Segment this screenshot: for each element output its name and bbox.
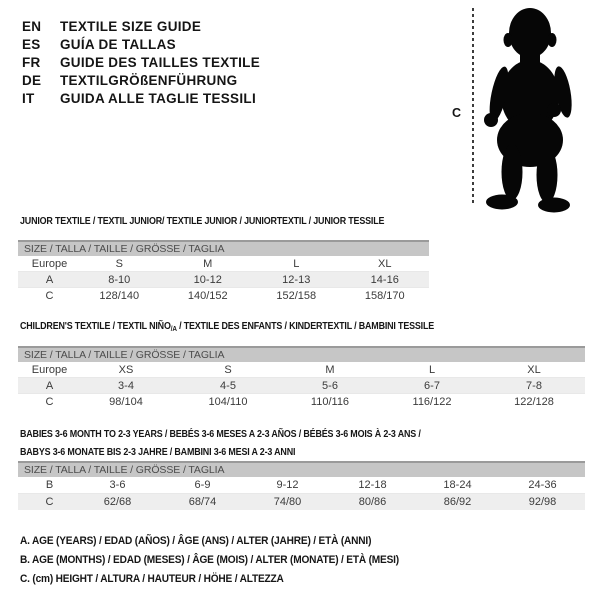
row-label: Europe: [31, 363, 68, 376]
language-row-fr: [22, 53, 260, 71]
size-header-row: [18, 347, 585, 362]
language-row-it: [22, 89, 260, 107]
note-age-years: A. AGE (YEARS) / EDAD (AÑOS) / ÂGE (ANS) / ALTER (JAHRE) / ETÀ (ANNI): [20, 535, 372, 547]
language-code: DE: [22, 72, 42, 88]
note-height-cm: C. (cm) HEIGHT / ALTURA / HAUTEUR / HÖHE / ALTEZZA: [20, 573, 284, 585]
language-row-de: [22, 71, 260, 89]
size-cell: S: [224, 363, 232, 376]
guide-title-en: TEXTILE SIZE GUIDE: [60, 18, 202, 34]
junior-section-title: JUNIOR TEXTILE / TEXTIL JUNIOR/ TEXTILE JUNIOR / JUNIORTEXTIL / JUNIOR TESSILE: [20, 215, 385, 227]
size-header-label: SIZE / TALLA / TAILLE / GRÖSSE / TAGLIA: [18, 241, 429, 256]
row-label: A: [18, 378, 75, 394]
size-cell: 4-5: [177, 378, 279, 394]
size-cell: XL: [378, 257, 392, 270]
size-header-label: SIZE / TALLA / TAILLE / GRÖSSE / TAGLIA: [18, 462, 585, 477]
note-age-months: B. AGE (MONTHS) / EDAD (MESES) / ÂGE (MOIS) / ALTER (MONATE) / ETÀ (MESI): [20, 554, 399, 566]
size-cell: 62/68: [75, 494, 160, 511]
size-cell: 9-12: [276, 479, 299, 491]
guide-title-it: GUIDA ALLE TAGLIE TESSILI: [60, 90, 256, 106]
size-cell: 14-16: [341, 272, 430, 288]
size-cell: 98/104: [75, 394, 177, 410]
table-row-height: [18, 494, 585, 511]
table-row-age: [18, 272, 429, 288]
table-row-height: [18, 288, 429, 304]
size-cell: 18-24: [443, 479, 472, 491]
size-cell: 8-10: [75, 272, 164, 288]
junior-size-table: [18, 240, 429, 303]
size-cell: 12-13: [252, 272, 341, 288]
size-cell: 140/152: [164, 288, 253, 304]
children-title-subscript: /A: [170, 324, 177, 333]
children-title-pre: CHILDREN'S TEXTILE / TEXTIL NIÑO: [20, 320, 171, 332]
language-code: ES: [22, 36, 41, 52]
size-cell: 122/128: [483, 394, 585, 410]
height-measure-dashed-line: [472, 8, 474, 206]
row-label: Europe: [31, 257, 68, 270]
language-title-list: [22, 17, 260, 107]
size-cell: L: [293, 257, 300, 270]
height-measure-label: C: [452, 106, 462, 120]
table-row-age: [18, 378, 585, 394]
babies-title-line1: BABIES 3-6 MONTH TO 2-3 YEARS / BEBÉS 3-6 MESES A 2-3 AÑOS / BÉBÉS 3-6 MOIS À 2-3 ANS /: [20, 428, 421, 440]
row-label: C: [18, 494, 75, 511]
size-cell: 3-4: [75, 378, 177, 394]
size-cell: 6-7: [381, 378, 483, 394]
table-row-europe: [18, 362, 585, 378]
size-cell: M: [203, 257, 213, 270]
size-cell: 104/110: [177, 394, 279, 410]
guide-title-fr: GUIDE DES TAILLES TEXTILE: [60, 54, 261, 70]
language-row-en: [22, 17, 260, 35]
language-code: FR: [22, 54, 41, 70]
babies-size-table: [18, 461, 585, 510]
language-code: EN: [22, 18, 42, 34]
babies-section-title: [20, 426, 421, 461]
size-header-row: [18, 462, 585, 477]
size-cell: 7-8: [483, 378, 585, 394]
size-cell: 68/74: [160, 494, 245, 511]
row-label: C: [18, 394, 75, 410]
legend-notes: [20, 535, 432, 592]
size-header-label: SIZE / TALLA / TAILLE / GRÖSSE / TAGLIA: [18, 347, 585, 362]
size-cell: 10-12: [164, 272, 253, 288]
row-label: B: [45, 479, 54, 491]
table-row-height: [18, 394, 585, 410]
size-cell: 5-6: [279, 378, 381, 394]
row-label: C: [18, 288, 75, 304]
guide-title-es: GUÍA DE TALLAS: [60, 36, 176, 52]
size-cell: 12-18: [358, 479, 387, 491]
size-cell: 3-6: [109, 479, 126, 491]
children-size-table: [18, 346, 585, 409]
language-code: IT: [22, 90, 35, 106]
language-row-es: [22, 35, 260, 53]
size-cell: L: [428, 363, 436, 376]
size-cell: 6-9: [194, 479, 211, 491]
size-cell: XL: [527, 363, 541, 376]
baby-silhouette-icon: [484, 6, 578, 216]
size-cell: 128/140: [75, 288, 164, 304]
size-cell: S: [115, 257, 123, 270]
size-cell: 158/170: [341, 288, 430, 304]
size-cell: 152/158: [252, 288, 341, 304]
size-cell: 80/86: [330, 494, 415, 511]
size-cell: 86/92: [415, 494, 500, 511]
children-title-post: / TEXTILE DES ENFANTS / KINDERTEXTIL / BAMBINI TESSILE: [176, 320, 435, 332]
table-row-europe: [18, 256, 429, 272]
size-cell: 24-36: [528, 479, 557, 491]
size-cell: 116/122: [381, 394, 483, 410]
table-row-age-months: [18, 477, 585, 494]
size-cell: 92/98: [500, 494, 585, 511]
guide-title-de: TEXTILGRÖßENFÜHRUNG: [60, 72, 238, 88]
children-section-title: [20, 321, 434, 334]
row-label: A: [18, 272, 75, 288]
size-header-row: [18, 241, 429, 256]
baby-silhouette-shape: [484, 8, 575, 213]
babies-title-line2: BABYS 3-6 MONATE BIS 2-3 JAHRE / BAMBINI 3-6 MESI A 2-3 ANNI: [20, 445, 296, 458]
size-cell: XS: [118, 363, 134, 376]
size-cell: M: [325, 363, 335, 376]
size-cell: 110/116: [279, 394, 381, 410]
size-cell: 74/80: [245, 494, 330, 511]
